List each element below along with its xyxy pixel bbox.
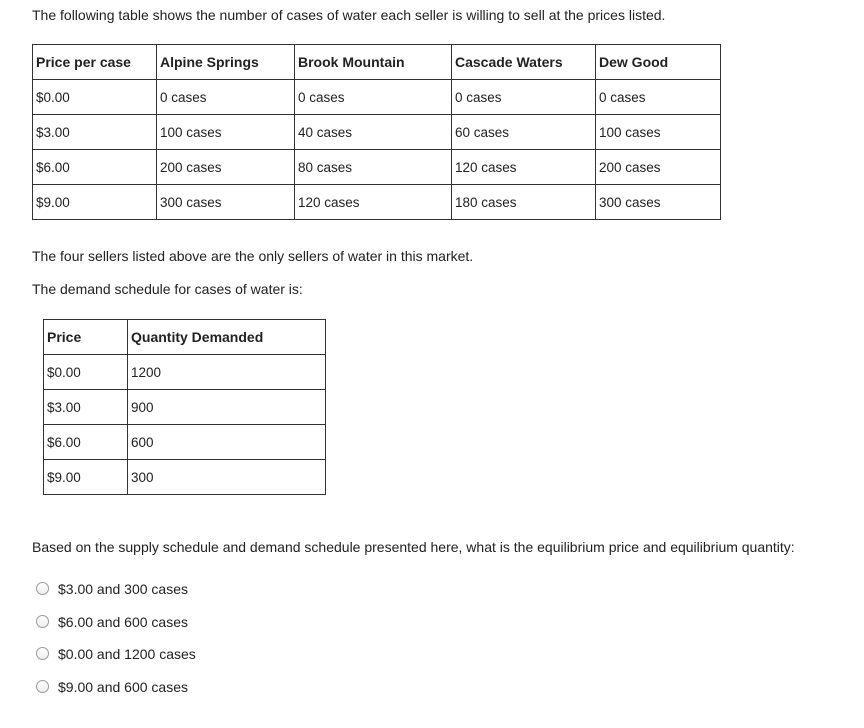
- supply-cell: 100 cases: [596, 115, 721, 150]
- radio-button[interactable]: [36, 582, 49, 595]
- supply-row: [33, 150, 721, 185]
- supply-row: [33, 80, 721, 115]
- demand-table: [43, 319, 326, 495]
- demand-cell-quantity: 900: [128, 390, 326, 425]
- supply-row: [33, 185, 721, 220]
- supply-cell: 120 cases: [295, 185, 452, 220]
- answer-option-label[interactable]: $0.00 and 1200 cases: [58, 646, 196, 662]
- demand-row: [44, 355, 326, 390]
- supply-cell-price: $3.00: [33, 115, 157, 150]
- demand-cell-price: $3.00: [44, 390, 128, 425]
- answer-option-label[interactable]: $3.00 and 300 cases: [58, 581, 188, 597]
- intro-text: The following table shows the number of cases of water each seller is willing to sell at the prices listed.: [32, 7, 666, 23]
- supply-cell: 120 cases: [452, 150, 596, 185]
- supply-cell: 80 cases: [295, 150, 452, 185]
- supply-cell: 300 cases: [157, 185, 295, 220]
- supply-cell: 300 cases: [596, 185, 721, 220]
- answer-options: [36, 580, 196, 710]
- answer-option-label[interactable]: $9.00 and 600 cases: [58, 678, 188, 695]
- demand-header-row: [44, 320, 326, 355]
- supply-cell: 0 cases: [157, 80, 295, 115]
- supply-cell-price: $6.00: [33, 150, 157, 185]
- supply-cell: 0 cases: [452, 80, 596, 115]
- demand-cell-price: $6.00: [44, 425, 128, 460]
- demand-row: [44, 390, 326, 425]
- supply-cell: 200 cases: [596, 150, 721, 185]
- supply-cell-price: $9.00: [33, 185, 157, 220]
- answer-option[interactable]: [36, 678, 196, 711]
- question-text: Based on the supply schedule and demand schedule presented here, what is the equilibrium price and equilibrium quantity:: [32, 539, 795, 555]
- answer-option[interactable]: [36, 645, 196, 678]
- demand-cell-price: $0.00: [44, 355, 128, 390]
- radio-button[interactable]: [36, 615, 49, 628]
- supply-cell-price: $0.00: [33, 80, 157, 115]
- demand-cell-price: $9.00: [44, 460, 128, 495]
- demand-row: [44, 425, 326, 460]
- demand-header-quantity: Quantity Demanded: [128, 320, 326, 355]
- answer-option[interactable]: [36, 613, 196, 646]
- supply-cell: 60 cases: [452, 115, 596, 150]
- supply-header-cascade-waters: Cascade Waters: [452, 45, 596, 80]
- supply-header-brook-mountain: Brook Mountain: [295, 45, 452, 80]
- supply-cell: 100 cases: [157, 115, 295, 150]
- answer-option-label[interactable]: $6.00 and 600 cases: [58, 613, 188, 630]
- supply-cell: 0 cases: [596, 80, 721, 115]
- supply-header-row: [33, 45, 721, 80]
- supply-table: [32, 44, 721, 220]
- sellers-note: The four sellers listed above are the only sellers of water in this market.: [32, 248, 474, 264]
- demand-row: [44, 460, 326, 495]
- demand-cell-quantity: 300: [128, 460, 326, 495]
- radio-button[interactable]: [36, 647, 49, 660]
- demand-cell-quantity: 1200: [128, 355, 326, 390]
- supply-header-price: Price per case: [33, 45, 157, 80]
- supply-cell: 180 cases: [452, 185, 596, 220]
- supply-header-dew-good: Dew Good: [596, 45, 721, 80]
- supply-row: [33, 115, 721, 150]
- demand-cell-quantity: 600: [128, 425, 326, 460]
- demand-intro: The demand schedule for cases of water is:: [32, 281, 303, 297]
- supply-header-alpine-springs: Alpine Springs: [157, 45, 295, 80]
- supply-cell: 0 cases: [295, 80, 452, 115]
- supply-cell: 200 cases: [157, 150, 295, 185]
- supply-cell: 40 cases: [295, 115, 452, 150]
- demand-header-price: Price: [44, 320, 128, 355]
- answer-option[interactable]: [36, 580, 196, 613]
- radio-button[interactable]: [36, 680, 49, 693]
